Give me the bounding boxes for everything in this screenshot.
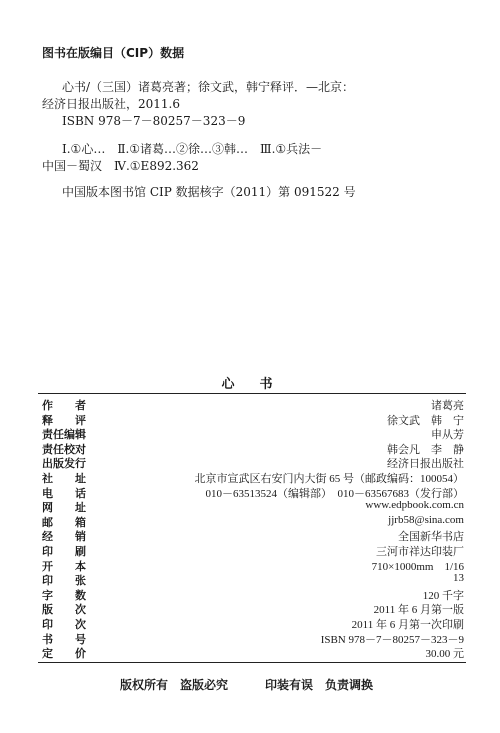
imprint-label: 释 评 — [42, 413, 86, 427]
imprint-row — [42, 616, 464, 632]
imprint-label: 邮 箱 — [42, 515, 86, 529]
imprint-value: 三河市祥达印装厂 — [376, 546, 464, 558]
cip-heading: 图书在版编目（CIP）数据 — [42, 46, 185, 60]
imprint-label: 责任编辑 — [42, 428, 86, 442]
imprint-row — [42, 587, 464, 603]
imprint-row — [42, 558, 464, 574]
imprint-label: 出版发行 — [42, 457, 86, 471]
imprint-value: 北京市宣武区右安门内大街 65 号（邮政编码：100054） — [194, 473, 464, 485]
imprint-value: 120 千字 — [422, 589, 464, 602]
imprint-label: 定 价 — [42, 647, 86, 661]
imprint-value: 2011 年 6 月第一次印刷 — [351, 619, 464, 631]
imprint-row — [42, 499, 464, 515]
imprint-label: 作 者 — [42, 399, 86, 412]
book-title: 心 书 — [221, 377, 279, 392]
imprint-label: 字 数 — [42, 588, 86, 602]
imprint-label: 社 址 — [42, 472, 86, 485]
imprint-row — [42, 441, 464, 457]
cip-line-record-number: 中国版本图书馆 CIP 数据核字（2011）第 091522 号 — [62, 185, 356, 199]
imprint-label: 责任校对 — [42, 442, 86, 456]
misprint-notice: 印装有误 负责调换 — [265, 678, 374, 692]
imprint-row — [42, 397, 464, 413]
imprint-value: 全国新华书店 — [398, 531, 464, 544]
imprint-row — [42, 514, 464, 530]
imprint-value: 韩会凡 李 静 — [387, 443, 464, 456]
imprint-value: 010－63513524（编辑部） 010－63567683（发行部） — [205, 487, 464, 500]
top-rule — [38, 393, 466, 394]
cip-line-classification-1: Ⅰ.①心… Ⅱ.①诸葛…②徐…③韩… Ⅲ.①兵法－ — [62, 142, 323, 156]
imprint-label: 版 次 — [42, 603, 86, 617]
cip-line-isbn: ISBN 978－7－80257－323－9 — [62, 114, 246, 128]
imprint-value: 诸葛亮 — [431, 400, 464, 412]
imprint-row — [42, 426, 464, 442]
imprint-row — [42, 485, 464, 501]
imprint-label: 印 刷 — [42, 545, 86, 558]
imprint-value: ISBN 978－7－80257－323－9 — [320, 633, 464, 646]
imprint-label: 电 话 — [42, 486, 86, 500]
cip-line-2: 经济日报出版社，2011.6 — [42, 97, 180, 111]
imprint-row — [42, 455, 464, 471]
imprint-value: 710×1000mm 1/16 — [371, 560, 464, 573]
imprint-label: 印 次 — [42, 618, 86, 631]
imprint-row — [42, 572, 464, 588]
cip-line-classification-2: 中国－蜀汉 Ⅳ.①E892.362 — [42, 159, 199, 173]
imprint-label: 开 本 — [42, 559, 86, 573]
imprint-value: 申从芳 — [431, 429, 464, 442]
cip-line-1: 心书/（三国）诸葛亮著；徐文武，韩宁释评．—北京： — [62, 80, 355, 94]
imprint-label: 网 址 — [42, 501, 86, 515]
imprint-row — [42, 412, 464, 428]
imprint-label: 经 销 — [42, 530, 86, 544]
imprint-label: 印 张 — [42, 574, 86, 588]
imprint-value: 经济日报出版社 — [387, 458, 464, 471]
imprint-row — [42, 470, 464, 486]
imprint-row — [42, 543, 464, 559]
imprint-value: 2011 年 6 月第一版 — [373, 604, 464, 617]
imprint-value: 13 — [453, 572, 464, 585]
imprint-value: 徐文武 韩 宁 — [387, 414, 464, 427]
bottom-rule — [38, 662, 466, 663]
imprint-value: jjrb58@sina.com — [388, 513, 464, 526]
imprint-value: 30.00 元 — [425, 648, 464, 661]
imprint-row — [42, 631, 464, 647]
copyright-notice: 版权所有 盗版必究 — [120, 678, 229, 692]
imprint-row — [42, 528, 464, 544]
imprint-value: www.edpbook.com.cn — [365, 499, 464, 512]
imprint-row — [42, 645, 464, 661]
imprint-label: 书 号 — [42, 632, 86, 646]
imprint-row — [42, 601, 464, 617]
